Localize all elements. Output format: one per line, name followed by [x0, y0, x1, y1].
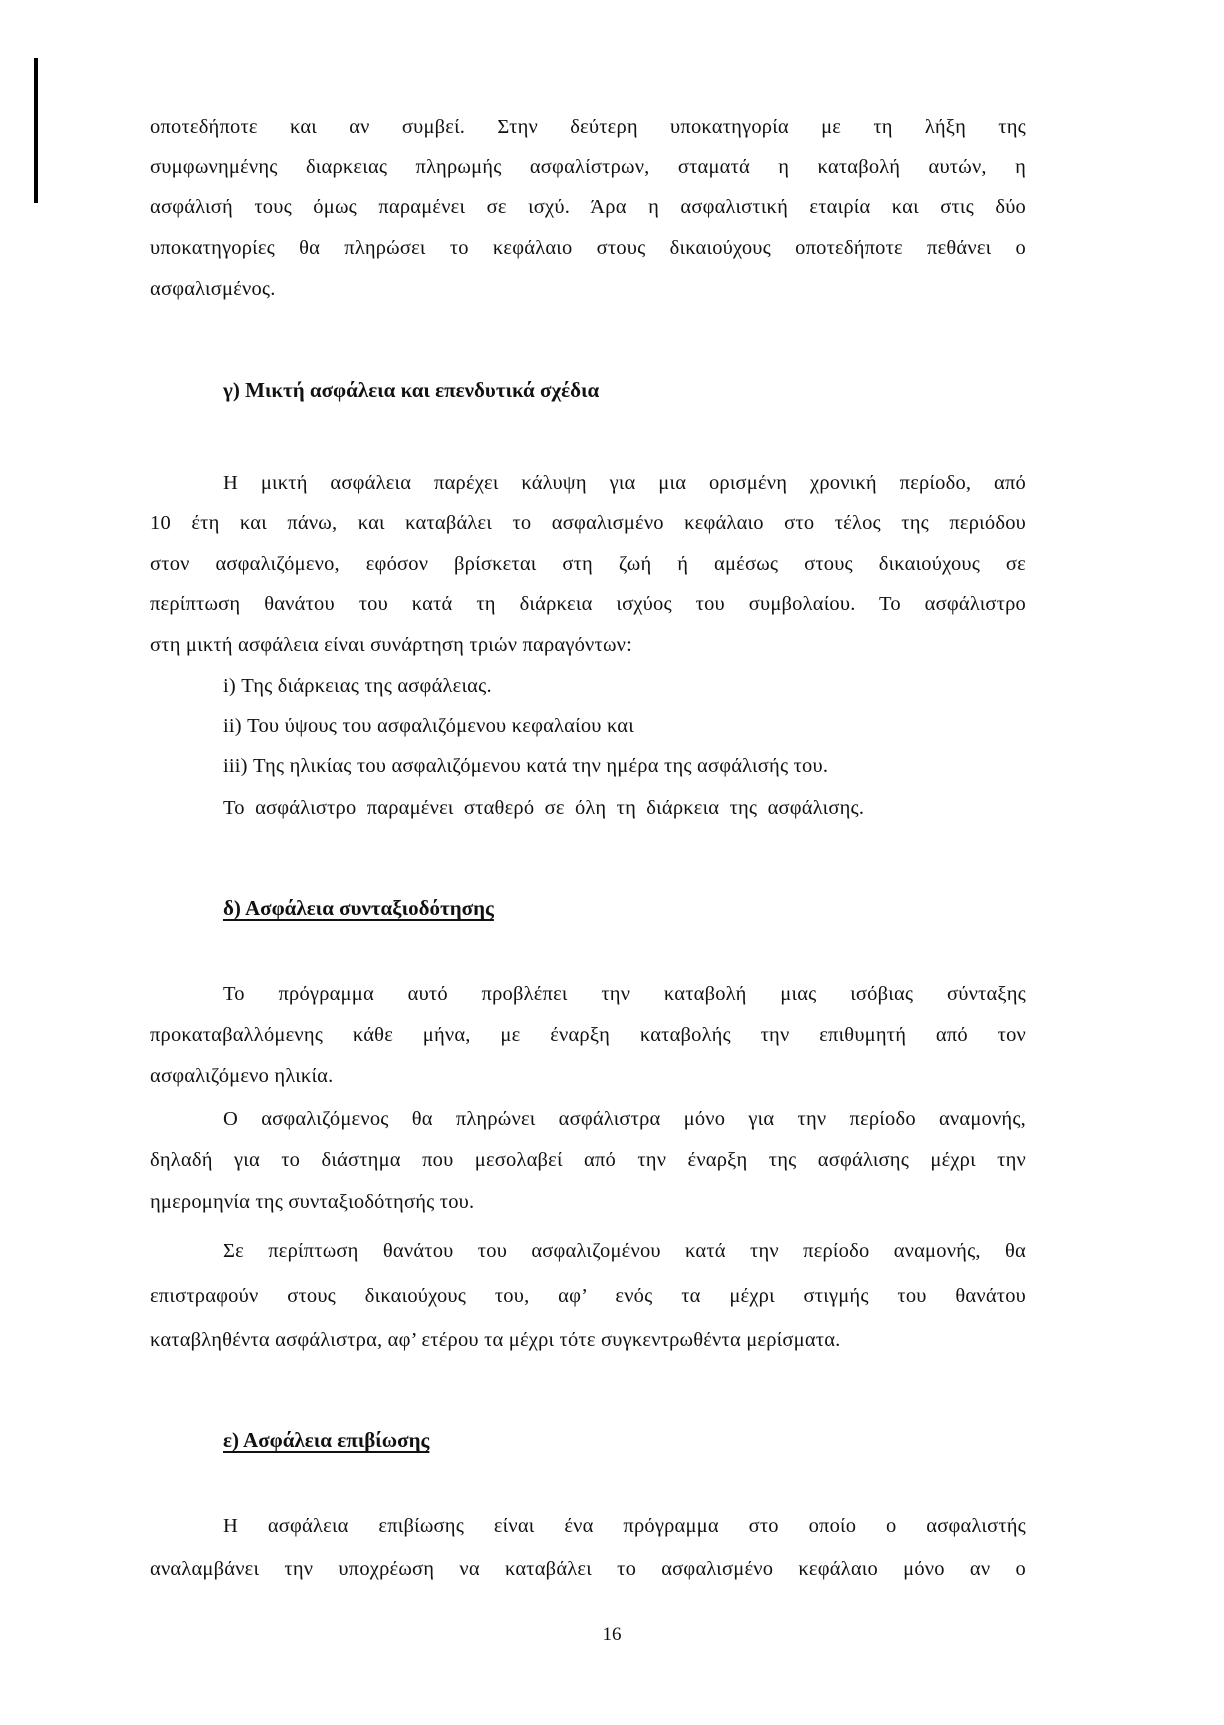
text-line: υποκατηγορίες θα πληρώσει το κεφάλαιο στους δικαιούχους οποτεδήποτε πεθάνει ο [150, 237, 1026, 259]
text-line: Το πρόγραμμα αυτό προβλέπει την καταβολή μιας ισόβιας σύνταξης [223, 983, 1026, 1005]
text-line: συμφωνημένης διαρκειας πληρωμής ασφαλίστρων, σταματά η καταβολή αυτών, η [150, 156, 1026, 178]
text-line: Σε περίπτωση θανάτου του ασφαλιζομένου κατά την περίοδο αναμονής, θα [223, 1240, 1026, 1262]
text-line: περίπτωση θανάτου του κατά τη διάρκεια ισχύος του συμβολαίου. Το ασφάλιστρο [150, 593, 1026, 615]
text-line: ασφαλισμένος. [150, 278, 276, 300]
page-number: 16 [602, 1624, 622, 1645]
text-line: ασφάλισή τους όμως παραμένει σε ισχύ. Άρα η ασφαλιστική εταιρία και στις δύο [150, 196, 1026, 218]
text-line: αναλαμβάνει την υποχρέωση να καταβάλει το ασφαλισμένο κεφάλαιο μόνο αν ο [150, 1558, 1026, 1580]
text-line: ημερομηνία της συνταξιοδότησής του. [150, 1191, 475, 1213]
text-line: Η μικτή ασφάλεια παρέχει κάλυψη για μια ορισμένη χρονική περίοδο, από [223, 472, 1026, 494]
text-line: καταβληθέντα ασφάλιστρα, αφ’ ετέρου τα μέχρι τότε συγκεντρωθέντα μερίσματα. [150, 1329, 841, 1351]
list-item: i) Της διάρκειας της ασφάλειας. [223, 675, 492, 697]
text-line: 10 έτη και πάνω, και καταβάλει το ασφαλισμένο κεφάλαιο στο τέλος της περιόδου [150, 512, 1026, 534]
scan-edge-mark [34, 58, 38, 203]
text-line: προκαταβαλλόμενης κάθε μήνα, με έναρξη καταβολής την επιθυμητή από τον [150, 1024, 1026, 1046]
text-line: Η ασφάλεια επιβίωσης είναι ένα πρόγραμμα στο οποίο ο ασφαλιστής [223, 1515, 1026, 1537]
section-heading-pension-insurance: δ) Ασφάλεια συνταξιοδότησης [223, 896, 494, 920]
section-heading-survival-insurance: ε) Ασφάλεια επιβίωσης [223, 1428, 430, 1452]
text-line: Το ασφάλιστρο παραμένει σταθερό σε όλη τη διάρκεια της ασφάλισης. [223, 797, 865, 819]
text-line: Ο ασφαλιζόμενος θα πληρώνει ασφάλιστρα μόνο για την περίοδο αναμονής, [223, 1108, 1026, 1130]
text-line: ασφαλιζόμενο ηλικία. [150, 1065, 334, 1087]
list-item: iii) Της ηλικίας του ασφαλιζόμενου κατά την ημέρα της ασφάλισής του. [223, 755, 829, 777]
list-item: ii) Του ύψους του ασφαλιζόμενου κεφαλαίου και [223, 715, 634, 737]
text-line: στον ασφαλιζόμενο, εφόσον βρίσκεται στη ζωή ή αμέσως στους δικαιούχους σε [150, 553, 1026, 575]
section-heading-mixed-insurance: γ) Μικτή ασφάλεια και επενδυτικά σχέδια [223, 378, 600, 402]
text-line: οποτεδήποτε και αν συμβεί. Στην δεύτερη υποκατηγορία με τη λήξη της [150, 116, 1026, 138]
text-line: στη μικτή ασφάλεια είναι συνάρτηση τριών παραγόντων: [150, 634, 633, 656]
text-line: επιστραφούν στους δικαιούχους του, αφ’ ενός τα μέχρι στιγμής του θανάτου [150, 1285, 1026, 1307]
text-line: δηλαδή για το διάστημα που μεσολαβεί από την έναρξη της ασφάλισης μέχρι την [150, 1149, 1026, 1171]
